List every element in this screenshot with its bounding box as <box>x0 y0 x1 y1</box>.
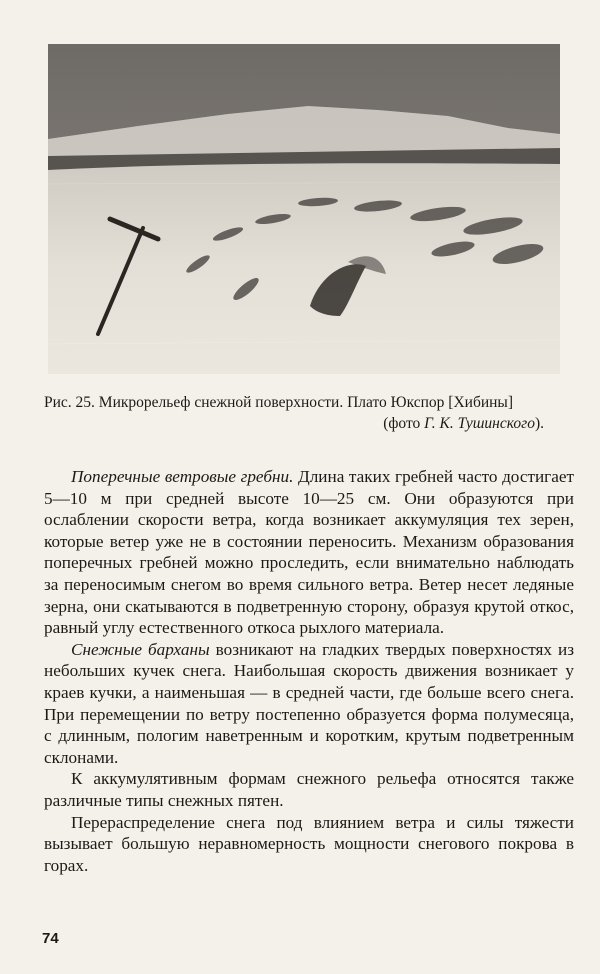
caption-line-2 <box>44 413 564 434</box>
paragraph-snow-barchans <box>44 639 574 769</box>
photographer-name: Г. К. Тушинского <box>424 415 535 432</box>
paragraph-text: Перераспределение снега под влиянием ветра и силы тяжести вызывает большую неравномерность мощности снегового покрова в горах. <box>44 812 574 875</box>
term-transverse-ridges: Поперечные ветровые гребни. <box>71 467 294 486</box>
paragraph-transverse-ridges <box>44 466 574 639</box>
caption-suffix: ). <box>534 415 544 432</box>
paragraph-text: Длина таких гребней часто достигает 5—10 м при средней высоте 10—25 см. Они образуются при ослаблении скорости ветра, когда возникает аккумуляция тех зерен, которые ветер уже не в состоянии переносить. Механизм образования поперечных гребней можно проследить, если внимательно наблюдать за переносимым снегом во время сильного ветра. Ветер несет ледяные зерна, они скатываются в подветренную сторону, образуя крутой откос, равный углу естественного откоса рыхлого материала. <box>44 467 574 638</box>
caption-line-1: Рис. 25. Микрорельеф снежной поверхности. Плато Юкспор [Хибины] <box>44 394 514 411</box>
body-text <box>44 466 574 876</box>
figure-photo <box>48 44 560 374</box>
caption-prefix: (фото <box>383 415 425 432</box>
page-number: 74 <box>42 930 59 947</box>
term-snow-barchans: Снежные барханы <box>71 639 210 659</box>
paragraph-accumulative-forms <box>44 768 574 811</box>
paragraph-redistribution <box>44 812 574 877</box>
paragraph-text: К аккумулятивным формам снежного рельефа относятся также различные типы снежных пятен. <box>44 769 574 810</box>
paragraph-text: возникают на гладких твердых поверхностях из небольших кучек снега. Наибольшая скорость движения возникает у краев кучки, а наименьшая — в средней части, где больше всего снега. При перемещении по ветру постепенно образуется форма полумесяца, с длинным, пологим наветренным и коротким, крутым подветренным склонами. <box>44 639 574 767</box>
snow-surface-photo <box>48 44 560 374</box>
figure-caption <box>44 392 564 434</box>
